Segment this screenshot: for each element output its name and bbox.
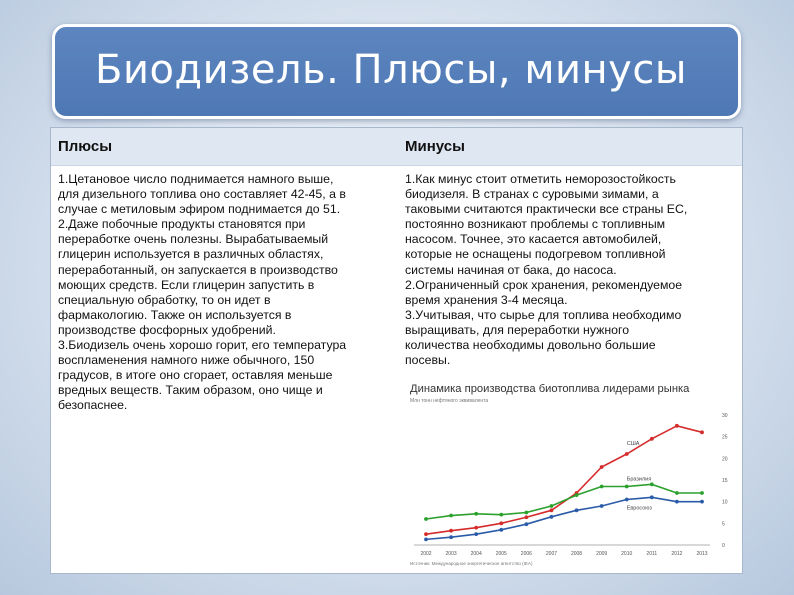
series-point bbox=[550, 515, 554, 519]
series-point bbox=[550, 504, 554, 508]
x-tick-label: 2003 bbox=[445, 551, 457, 557]
series-point bbox=[524, 515, 528, 519]
title-banner bbox=[52, 24, 741, 119]
series-point bbox=[499, 521, 503, 525]
pros-text: 1.Цетановое число поднимается намного выше, для дизельного топлива оно составляет 42-45, а в случае с метиловым эфиром поднимается до 51. 2.Даже побочные продукты становятся при переработке очень полезны. Вырабатываемый глицерин используется в различных областях, переработанный, он запускается в производство моющих средств. Если глицерин запустить в специальную обработку, то он идет в фармакологию. Также он используется в производстве фосфорных удобрений. 3.Биодизель очень хорошо горит, его температура воспламенения намного ниже обычного, 150 градусов, в итоге оно сгорает, оставляя меньше вредных веществ. Таким образом, оно чище и безопаснее. bbox=[58, 172, 347, 413]
biofuel-chart bbox=[408, 380, 738, 570]
series-point bbox=[650, 437, 654, 441]
series-point bbox=[524, 522, 528, 526]
y-tick-label: 15 bbox=[722, 478, 728, 484]
series-point bbox=[449, 535, 453, 539]
y-tick-label: 10 bbox=[722, 499, 728, 506]
header-cons: Минусы bbox=[405, 138, 465, 155]
series-point bbox=[474, 526, 478, 530]
series-point bbox=[424, 537, 428, 541]
x-tick-label: 2007 bbox=[545, 551, 558, 557]
series-point bbox=[474, 532, 478, 536]
series-point bbox=[650, 495, 654, 499]
x-tick-label: 2005 bbox=[495, 551, 507, 557]
series-point bbox=[600, 504, 604, 508]
series-point bbox=[675, 500, 679, 504]
series-point bbox=[474, 512, 478, 516]
series-point bbox=[575, 508, 579, 512]
x-tick-label: 2013 bbox=[696, 551, 708, 557]
series-point bbox=[650, 482, 654, 486]
y-tick-label: 25 bbox=[722, 434, 728, 441]
series-point bbox=[524, 511, 528, 515]
x-tick-label: 2009 bbox=[596, 551, 608, 557]
x-tick-label: 2008 bbox=[570, 551, 583, 557]
series-point bbox=[449, 514, 453, 518]
series-point bbox=[424, 532, 428, 536]
series-point bbox=[550, 508, 554, 512]
chart-svg bbox=[408, 380, 738, 570]
x-tick-label: 2006 bbox=[520, 551, 532, 557]
chart-subtitle: Млн тонн нефтяного эквивалента bbox=[410, 398, 489, 404]
y-tick-label: 5 bbox=[722, 521, 725, 528]
x-tick-label: 2012 bbox=[671, 551, 683, 557]
series-line bbox=[426, 497, 702, 539]
series-point bbox=[675, 424, 679, 428]
series-line bbox=[426, 426, 702, 534]
series-point bbox=[499, 513, 503, 517]
series-point bbox=[499, 528, 503, 532]
series-point bbox=[700, 491, 704, 495]
series-label: США bbox=[626, 441, 640, 447]
series-point bbox=[625, 452, 629, 456]
series-point bbox=[575, 493, 579, 497]
series-point bbox=[625, 498, 629, 502]
series-label: Бразилия bbox=[626, 476, 652, 483]
y-tick-label: 20 bbox=[722, 456, 728, 463]
x-tick-label: 2011 bbox=[646, 551, 658, 557]
x-tick-label: 2002 bbox=[420, 551, 432, 557]
x-tick-label: 2004 bbox=[470, 551, 482, 557]
series-point bbox=[675, 491, 679, 495]
series-point bbox=[600, 485, 604, 489]
series-point bbox=[625, 485, 629, 489]
table-header-row bbox=[51, 128, 742, 166]
chart-title: Динамика производства биотоплива лидерами рынка bbox=[410, 383, 690, 395]
series-point bbox=[449, 529, 453, 533]
y-tick-label: 0 bbox=[722, 543, 725, 549]
series-point bbox=[424, 517, 428, 521]
series-point bbox=[700, 500, 704, 504]
x-tick-label: 2010 bbox=[621, 551, 633, 557]
cons-text: 1.Как минус стоит отметить неморозостойкость биодизеля. В странах с суровыми зимами, а таковыми считаются практически все страны ЕС, постоянно возникают проблемы с топливным насосом. Точнее, это касается автомобилей, которые не оснащены подогревом топливной системы начиная от бака, до насоса. 2.Ограниченный срок хранения, рекомендуемое время хранения 3-4 месяца. 3.Учитывая, что сырье для топлива необходимо выращивать, для переработки нужного количества необходимы довольно большие посевы. bbox=[405, 172, 688, 368]
y-tick-label: 30 bbox=[722, 413, 728, 419]
series-point bbox=[700, 430, 704, 434]
header-pros: Плюсы bbox=[58, 138, 113, 155]
series-point bbox=[600, 465, 604, 469]
slide-title: Биодизель. Плюсы, минусы bbox=[95, 47, 687, 93]
chart-footnote: Источник: Международное энергетическое агентство (IEA) bbox=[410, 561, 533, 566]
pros-cons-table bbox=[50, 127, 743, 574]
series-label: Евросоюз bbox=[626, 505, 652, 512]
